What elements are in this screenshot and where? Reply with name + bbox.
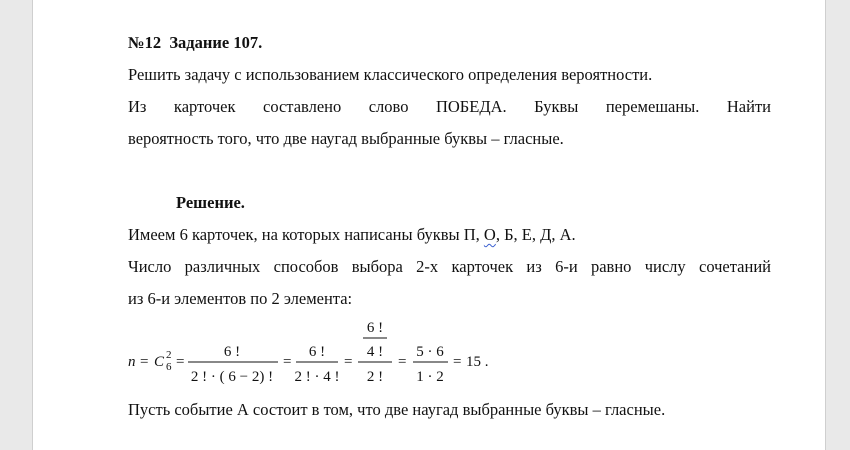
spellcheck-underlined-word: О [483,225,496,244]
formula-eq-2: = [176,354,185,370]
formula-c-sub: 6 [166,361,172,373]
frac1-numerator: 6 ! [223,344,241,360]
frac2-numerator: 6 ! [308,344,326,360]
frac3-denominator: 2 ! [366,369,384,385]
text-line-4-end: , Б, Е, Д, А. [495,225,576,244]
formula-eq-3: = [283,354,292,370]
document-page [32,0,826,450]
frac4-numerator: 5 · 6 [416,344,444,360]
text-line-3: вероятность того, что две наугад выбранные буквы – гласные. [128,129,564,148]
task-header [128,33,262,53]
task-number: №12 [128,33,162,52]
task-title: Задание 107. [169,33,263,52]
frac3-inner-numerator: 6 ! [366,320,384,336]
text-line-4 [128,225,576,245]
frac3-inner-denominator: 4 ! [366,344,384,360]
text-line-6: из 6-и элементов по 2 элемента: [128,289,353,308]
frac4-denominator: 1 · 2 [416,369,444,385]
text-line-7: Пусть событие А состоит в том, что две наугад выбранные буквы – гласные. [128,400,666,419]
formula-eq-6: = [453,354,462,370]
formula-c-sup: 2 [166,349,172,361]
text-line-2: Из карточек составлено слово ПОБЕДА. Буквы перемешаны. Найти [128,97,771,116]
formula-svg [128,318,548,388]
formula-c: C [154,354,165,370]
formula-eq-1: = [140,354,149,370]
solution-heading: Решение. [176,193,245,212]
formula-eq-4: = [344,354,353,370]
combination-formula [128,318,548,388]
formula-n: n [128,354,136,370]
text-line-4-start: Имеем 6 карточек, на которых написаны буквы П, [128,225,480,244]
frac1-denominator: 2 ! · ( 6 − 2) ! [190,369,274,385]
frac2-denominator: 2 ! · 4 ! [294,369,340,385]
formula-eq-5: = [398,354,407,370]
text-line-5: Число различных способов выбора 2-х карточек из 6-и равно числу сочетаний [128,257,771,276]
text-line-1: Решить задачу с использованием классического определения вероятности. [128,65,653,84]
formula-result: 15 . [466,354,489,370]
